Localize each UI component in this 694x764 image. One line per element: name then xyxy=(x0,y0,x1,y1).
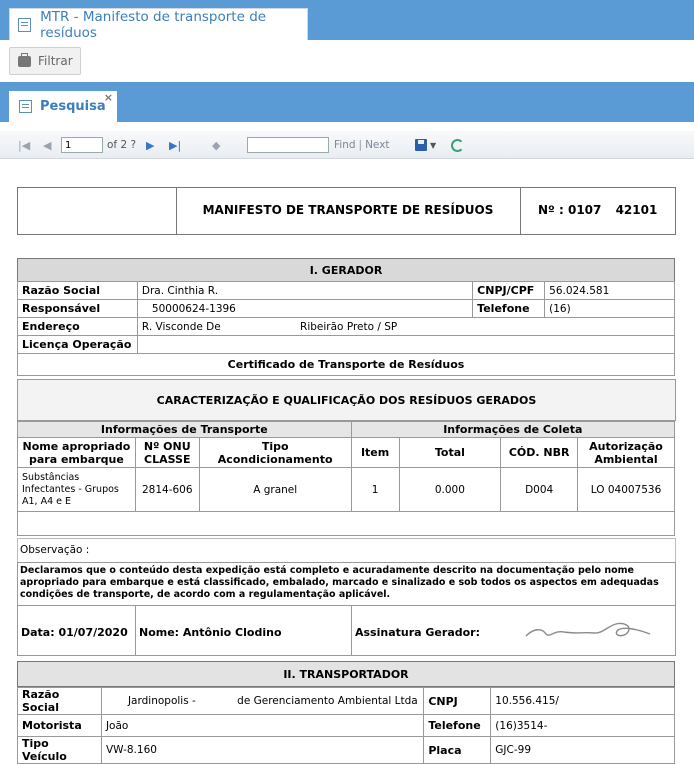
motorista-value: João xyxy=(101,715,423,737)
number-part2: 42101 xyxy=(615,203,658,217)
table-row xyxy=(18,715,675,737)
transp-cnpj-label: CNPJ xyxy=(424,688,491,715)
number-label: Nº : xyxy=(538,203,564,217)
signature-image xyxy=(520,616,660,646)
table-row xyxy=(18,336,675,354)
licenca-value xyxy=(137,336,674,354)
table-row xyxy=(18,512,675,536)
transportador-table xyxy=(17,687,675,764)
transportador-section-title: II. TRANSPORTADOR xyxy=(17,661,675,687)
table-row xyxy=(18,354,675,376)
certificado-title: Certificado de Transporte de Resíduos xyxy=(18,354,675,376)
table-row xyxy=(18,688,675,715)
placa-label: Placa xyxy=(424,737,491,764)
placa-value: GJC-99 xyxy=(491,737,675,764)
cell-cod-nbr: D004 xyxy=(501,468,578,512)
report-viewer-toolbar xyxy=(0,131,694,159)
gerador-section-title: I. GERADOR xyxy=(17,258,675,282)
transp-cnpj-value: 10.556.415/ xyxy=(491,688,675,715)
motorista-label: Motorista xyxy=(18,715,102,737)
document-icon xyxy=(19,100,32,113)
cell-onu: 2814-606 xyxy=(135,468,199,512)
assinatura-label: Assinatura Gerador: xyxy=(355,626,480,639)
info-coleta-header: Informações de Coleta xyxy=(351,422,674,438)
previous-page-icon[interactable]: ◀ xyxy=(43,138,52,152)
transp-razao-part2: de Gerenciamento Ambiental Ltda xyxy=(237,695,418,707)
col-onu: Nº ONU CLASSE xyxy=(135,438,199,468)
filter-button-label: Filtrar xyxy=(38,54,73,68)
responsavel-value: 50000624-1396 xyxy=(137,300,472,318)
residuos-table xyxy=(17,421,675,536)
window-header xyxy=(0,0,694,40)
transp-telefone-label: Telefone xyxy=(424,715,491,737)
window-tab-title: MTR - Manifesto de transporte de resíduos xyxy=(40,8,267,41)
report-page xyxy=(0,160,694,763)
table-row xyxy=(18,282,675,300)
briefcase-icon xyxy=(18,56,31,67)
licenca-label: Licença Operação xyxy=(18,336,138,354)
cell-autorizacao: LO 04007536 xyxy=(578,468,675,512)
manifest-number xyxy=(538,203,657,217)
page-count: of 2 ? xyxy=(107,139,137,151)
col-nome: Nome apropriado para embarque xyxy=(18,438,136,468)
caracterizacao-title: CARACTERIZAÇÃO E QUALIFICAÇÃO DOS RESÍDUOS GERADOS xyxy=(17,379,676,421)
tab-pesquisa[interactable] xyxy=(9,91,117,122)
table-row xyxy=(18,422,675,438)
report-title: MANIFESTO DE TRANSPORTE DE RESÍDUOS xyxy=(202,203,494,217)
filter-toolbar xyxy=(0,40,694,82)
transp-razao-label: Razão Social xyxy=(18,688,102,715)
observacao-label: Observação : xyxy=(20,544,90,556)
cell-item: 1 xyxy=(351,468,399,512)
cell-total: 0.000 xyxy=(399,468,501,512)
tab-pesquisa-label: Pesquisa xyxy=(40,99,106,114)
refresh-icon[interactable] xyxy=(451,139,464,152)
endereco-city: Ribeirão Preto / SP xyxy=(300,320,398,333)
transp-razao-part1: Jardinopolis - xyxy=(127,695,196,707)
divider xyxy=(520,187,521,235)
razao-label: Razão Social xyxy=(18,282,138,300)
window-tab[interactable] xyxy=(9,8,308,40)
observacao-box xyxy=(17,538,676,562)
panel-tab-strip xyxy=(0,82,694,122)
cell-nome: Substâncias Infectantes - Grupos A1, A4 e E xyxy=(18,468,136,512)
first-page-icon[interactable]: |◀ xyxy=(18,138,31,152)
razao-value: Dra. Cinthia R. xyxy=(137,282,472,300)
back-icon[interactable]: ◆ xyxy=(212,138,221,152)
separator: | xyxy=(358,139,363,151)
nome-label: Nome: Antônio Clodino xyxy=(139,626,282,639)
find-link[interactable]: Find xyxy=(334,139,356,151)
responsavel-label: Responsável xyxy=(18,300,138,318)
col-item: Item xyxy=(351,438,399,468)
tipo-veiculo-label: Tipo Veículo xyxy=(18,737,102,764)
telefone-label: Telefone xyxy=(473,300,545,318)
data-label: Data: 01/07/2020 xyxy=(21,626,128,639)
dropdown-icon[interactable]: ▼ xyxy=(430,140,437,150)
save-icon[interactable] xyxy=(415,139,427,151)
tipo-veiculo-value: VW-8.160 xyxy=(101,737,423,764)
endereco-label: Endereço xyxy=(18,318,138,336)
number-part1: 0107 xyxy=(567,203,602,217)
info-transporte-header: Informações de Transporte xyxy=(18,422,352,438)
endereco-value xyxy=(137,318,674,336)
col-autorizacao: Autorização Ambiental xyxy=(578,438,675,468)
table-row xyxy=(18,300,675,318)
col-total: Total xyxy=(399,438,501,468)
document-icon xyxy=(18,18,31,32)
page-number-input[interactable] xyxy=(61,137,103,153)
col-cod-nbr: CÓD. NBR xyxy=(501,438,578,468)
table-row xyxy=(18,737,675,764)
divider xyxy=(135,606,136,656)
empty-row xyxy=(18,512,675,536)
close-icon[interactable]: × xyxy=(103,91,113,104)
declaracao-text: Declaramos que o conteúdo desta expedição está completo e acuradamente descrito na documentação pelo nome apropriado para embarque e está classificado, embalado, marcado e sinalizado e sob todos os aspectos em adequadas condições de transporte, de acordo com a regulamentação aplicável. xyxy=(20,565,659,600)
transp-razao-value xyxy=(101,688,423,715)
gerador-table xyxy=(17,281,675,376)
next-page-icon[interactable]: ▶ xyxy=(146,138,155,152)
last-page-icon[interactable]: ▶| xyxy=(169,138,182,152)
divider xyxy=(351,606,352,656)
transp-telefone-value: (16)3514- xyxy=(491,715,675,737)
cell-tipo: A granel xyxy=(199,468,351,512)
col-tipo: Tipo Acondicionamento xyxy=(199,438,351,468)
telefone-value: (16) xyxy=(545,300,675,318)
cnpj-value: 56.024.581 xyxy=(545,282,675,300)
table-row xyxy=(18,438,675,468)
endereco-street: R. Visconde De xyxy=(141,320,221,333)
cnpj-label: CNPJ/CPF xyxy=(473,282,545,300)
filter-button[interactable] xyxy=(9,47,81,75)
table-row xyxy=(18,468,675,512)
find-input[interactable] xyxy=(247,137,329,153)
next-link[interactable]: Next xyxy=(365,139,390,151)
table-row xyxy=(18,318,675,336)
